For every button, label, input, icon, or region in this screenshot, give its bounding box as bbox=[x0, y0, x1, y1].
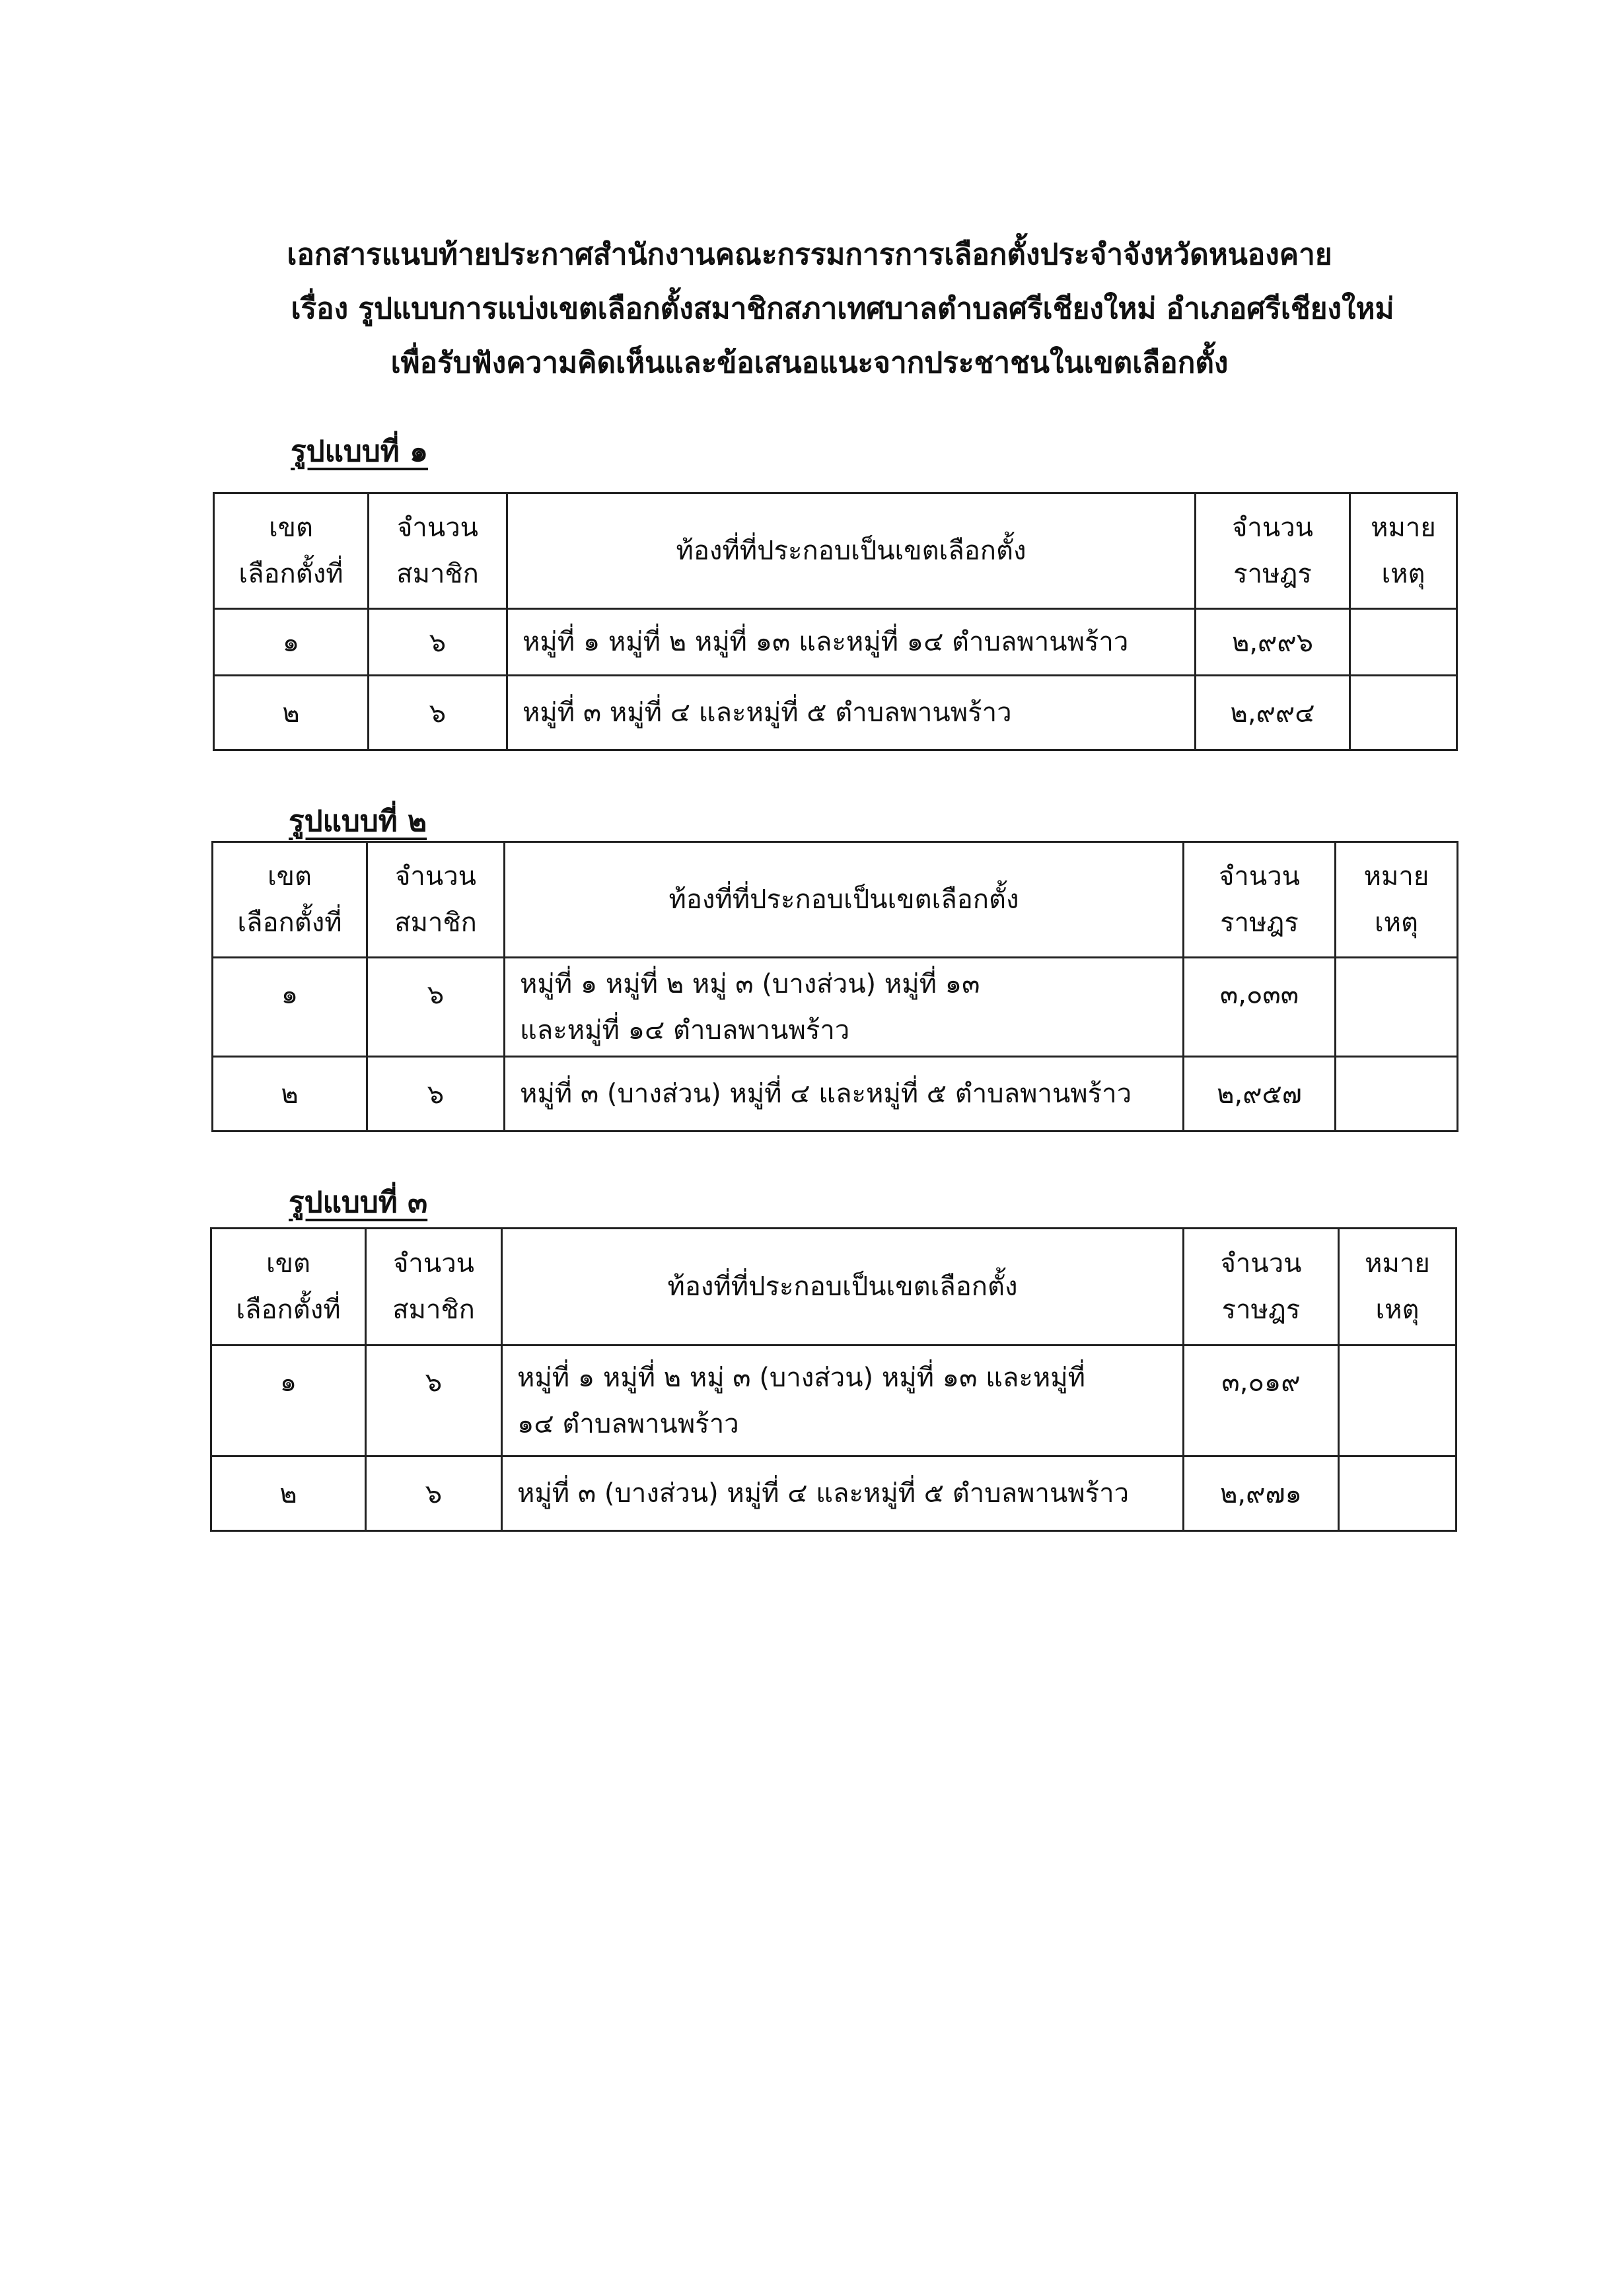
col-district: เขต เลือกตั้งที่ bbox=[214, 493, 369, 609]
pattern-3-table bbox=[210, 1227, 1457, 1532]
table-row bbox=[214, 609, 1457, 676]
table-header-row bbox=[214, 493, 1457, 609]
pattern-3-title: รูปแบบที่ ๓ bbox=[289, 1186, 428, 1219]
population-cell: ๒,๙๙๔ bbox=[1196, 676, 1350, 750]
members-cell: ๖ bbox=[369, 609, 507, 676]
table-row bbox=[214, 676, 1457, 750]
district-cell: ๒ bbox=[214, 676, 369, 750]
population-cell: ๒,๙๕๗ bbox=[1184, 1057, 1336, 1131]
population-cell: ๓,๐๓๓ bbox=[1184, 958, 1336, 1057]
col-members: จำนวน สมาชิก bbox=[366, 1229, 502, 1345]
col-population: จำนวน ราษฎร bbox=[1196, 493, 1350, 609]
document-header bbox=[0, 228, 1619, 390]
district-cell: ๑ bbox=[211, 1345, 366, 1456]
area-cell: หมู่ที่ ๓ หมู่ที่ ๔ และหมู่ที่ ๕ ตำบลพานพร้าว bbox=[507, 676, 1196, 750]
table-row bbox=[211, 1456, 1457, 1531]
area-cell: หมู่ที่ ๓ (บางส่วน) หมู่ที่ ๔ และหมู่ที่ ๕ ตำบลพานพร้าว bbox=[502, 1456, 1184, 1531]
members-cell: ๖ bbox=[367, 1057, 505, 1131]
district-cell: ๒ bbox=[213, 1057, 367, 1131]
col-district: เขต เลือกตั้งที่ bbox=[211, 1229, 366, 1345]
remark-cell bbox=[1339, 1456, 1457, 1531]
table-row bbox=[213, 958, 1458, 1057]
pattern-2-title: รูปแบบที่ ๒ bbox=[289, 805, 427, 838]
col-district: เขต เลือกตั้งที่ bbox=[213, 842, 367, 958]
population-cell: ๒,๙๗๑ bbox=[1184, 1456, 1339, 1531]
header-line-3: เพื่อรับฟังความคิดเห็นและข้อเสนอแนะจากประชาชนในเขตเลือกตั้ง bbox=[390, 346, 1229, 380]
population-cell: ๓,๐๑๙ bbox=[1184, 1345, 1339, 1456]
members-cell: ๖ bbox=[369, 676, 507, 750]
col-area: ท้องที่ที่ประกอบเป็นเขตเลือกตั้ง bbox=[507, 493, 1196, 609]
population-cell: ๒,๙๙๖ bbox=[1196, 609, 1350, 676]
col-population: จำนวน ราษฎร bbox=[1184, 1229, 1339, 1345]
col-members: จำนวน สมาชิก bbox=[367, 842, 505, 958]
district-cell: ๑ bbox=[214, 609, 369, 676]
members-cell: ๖ bbox=[366, 1456, 502, 1531]
table-row bbox=[211, 1345, 1457, 1456]
col-area: ท้องที่ที่ประกอบเป็นเขตเลือกตั้ง bbox=[505, 842, 1184, 958]
pattern-2-table bbox=[211, 841, 1458, 1132]
pattern-1-table bbox=[213, 492, 1458, 751]
remark-cell bbox=[1350, 609, 1457, 676]
remark-cell bbox=[1339, 1345, 1457, 1456]
members-cell: ๖ bbox=[367, 958, 505, 1057]
col-remark: หมาย เหตุ bbox=[1350, 493, 1457, 609]
area-cell: หมู่ที่ ๓ (บางส่วน) หมู่ที่ ๔ และหมู่ที่ ๕ ตำบลพานพร้าว bbox=[505, 1057, 1184, 1131]
header-line-2: เรื่อง รูปแบบการแบ่งเขตเลือกตั้งสมาชิกสภาเทศบาลตำบลศรีเชียงใหม่ อำเภอศรีเชียงใหม่ bbox=[291, 292, 1394, 326]
header-line-1: เอกสารแนบท้ายประกาศสำนักงานคณะกรรมการการเลือกตั้งประจำจังหวัดหนองคาย bbox=[287, 238, 1332, 271]
table-header-row bbox=[213, 842, 1458, 958]
col-members: จำนวน สมาชิก bbox=[369, 493, 507, 609]
members-cell: ๖ bbox=[366, 1345, 502, 1456]
pattern-1-title: รูปแบบที่ ๑ bbox=[291, 435, 429, 468]
area-cell: หมู่ที่ ๑ หมู่ที่ ๒ หมู่ ๓ (บางส่วน) หมู่ที่ ๑๓ และหมู่ที่ ๑๔ ตำบลพานพร้าว bbox=[502, 1345, 1184, 1456]
col-population: จำนวน ราษฎร bbox=[1184, 842, 1336, 958]
area-cell: หมู่ที่ ๑ หมู่ที่ ๒ หมู่ ๓ (บางส่วน) หมู่ที่ ๑๓ และหมู่ที่ ๑๔ ตำบลพานพร้าว bbox=[505, 958, 1184, 1057]
table-row bbox=[213, 1057, 1458, 1131]
district-cell: ๑ bbox=[213, 958, 367, 1057]
remark-cell bbox=[1350, 676, 1457, 750]
col-remark: หมาย เหตุ bbox=[1336, 842, 1458, 958]
col-area: ท้องที่ที่ประกอบเป็นเขตเลือกตั้ง bbox=[502, 1229, 1184, 1345]
district-cell: ๒ bbox=[211, 1456, 366, 1531]
col-remark: หมาย เหตุ bbox=[1339, 1229, 1457, 1345]
table-header-row bbox=[211, 1229, 1457, 1345]
remark-cell bbox=[1336, 958, 1458, 1057]
remark-cell bbox=[1336, 1057, 1458, 1131]
area-cell: หมู่ที่ ๑ หมู่ที่ ๒ หมู่ที่ ๑๓ และหมู่ที่ ๑๔ ตำบลพานพร้าว bbox=[507, 609, 1196, 676]
